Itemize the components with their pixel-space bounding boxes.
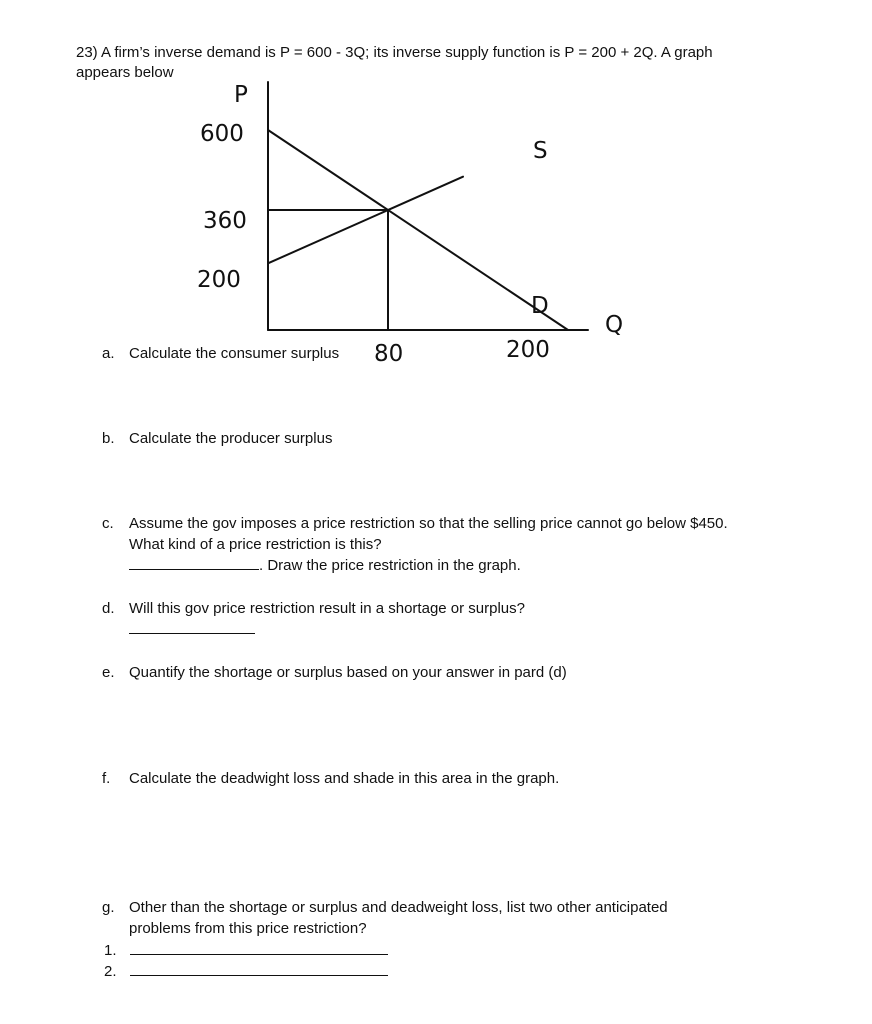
part-text: Calculate the deadwight loss and shade in this area in the graph. xyxy=(129,770,560,787)
part-text: Quantify the shortage or surplus based on your answer in pard (d) xyxy=(129,664,567,681)
y-tick-label: 600 xyxy=(200,121,244,147)
answer-number: 2. xyxy=(104,963,117,980)
part-letter: d. xyxy=(102,600,115,617)
part-c xyxy=(102,513,752,576)
answer-blank[interactable] xyxy=(129,555,259,570)
part-e xyxy=(102,662,752,683)
part-b xyxy=(102,428,752,449)
part-letter: c. xyxy=(102,515,114,532)
part-d xyxy=(102,598,752,640)
part-g xyxy=(102,897,752,939)
answer-number: 1. xyxy=(104,942,117,959)
part-a xyxy=(102,343,752,364)
part-text: Assume the gov imposes a price restriction so that the selling price cannot go below $450. What kind of a price restriction is this? xyxy=(129,515,728,553)
part-text: Will this gov price restriction result in a shortage or surplus? xyxy=(129,600,525,617)
part-text: Other than the shortage or surplus and deadweight loss, list two other anticipated problems from this price restriction? xyxy=(129,899,668,937)
part-letter: g. xyxy=(102,899,115,916)
answer-line[interactable] xyxy=(130,941,388,955)
answer-blank[interactable] xyxy=(129,619,255,634)
supply-demand-graph xyxy=(0,0,872,380)
x-tick-label: 80 xyxy=(374,341,404,367)
part-text: Calculate the producer surplus xyxy=(129,430,333,447)
part-letter: b. xyxy=(102,430,115,447)
y-tick-label: 200 xyxy=(197,267,241,293)
answer-item xyxy=(104,962,388,982)
supply-label: S xyxy=(533,138,548,164)
y-axis-label: P xyxy=(234,82,248,108)
x-axis-label: Q xyxy=(605,312,624,338)
answer-line[interactable] xyxy=(130,962,388,976)
answer-item xyxy=(104,941,388,961)
x-tick-label: 200 xyxy=(506,337,550,363)
y-tick-label: 360 xyxy=(203,208,247,234)
question-intro: 23) A firm’s inverse demand is P = 600 - 3Q; its inverse supply function is P = 200 + 2Q. A graph appears below xyxy=(76,44,713,81)
part-letter: a. xyxy=(102,345,115,362)
demand-label: D xyxy=(531,293,549,319)
demand-line xyxy=(268,130,568,330)
part-f xyxy=(102,768,752,789)
part-letter: e. xyxy=(102,664,115,681)
supply-line xyxy=(268,177,463,264)
part-letter: f. xyxy=(102,770,111,787)
part-text-continued: . Draw the price restriction in the graph. xyxy=(259,557,521,574)
part-text: Calculate the consumer surplus xyxy=(129,345,340,362)
